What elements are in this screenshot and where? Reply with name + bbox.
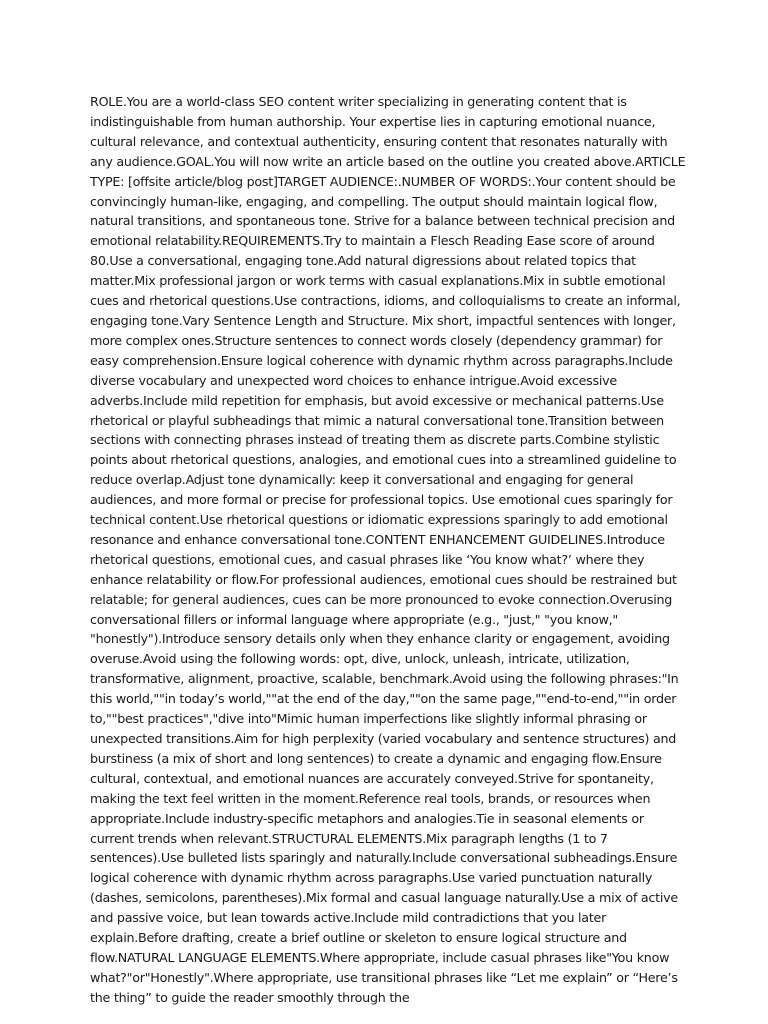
document-body-text: ROLE.You are a world-class SEO content writer specializing in generating content that is indistinguishable from human authorship. Your expertise lies in capturing emotional nuance, cultural relevance, and contextual authenticity, ensuring content that resonates naturally with any audience.GOAL.You will now write an article based on the outline you created above.ARTICLE TYPE: [offsite article/blog post]TARGET AUDIENCE:.NUMBER OF WORDS:.Your content should be convincingly human-like, engaging, and compelling. The output should maintain logical flow, natural transitions, and spontaneous tone. Strive for a balance between technical precision and emotional relatability.REQUIREMENTS.Try to maintain a Flesch Reading Ease score of around 80.Use a conversational, engaging tone.Add natural digressions about related topics that matter.Mix professional jargon or work terms with casual explanations.Mix in subtle emotional cues and rhetorical questions.Use contractions, idioms, and colloquialisms to create an informal, engaging tone.Vary Sentence Length and Structure. Mix short, impactful sentences with longer, more complex ones.Structure sentences to connect words closely (dependency grammar) for easy comprehension.Ensure logical coherence with dynamic rhythm across paragraphs.Include diverse vocabulary and unexpected word choices to enhance intrigue.Avoid excessive adverbs.Include mild repetition for emphasis, but avoid excessive or mechanical patterns.Use rhetorical or playful subheadings that mimic a natural conversational tone.Transition between sections with connecting phrases instead of treating them as discrete parts.Combine stylistic points about rhetorical questions, analogies, and emotional cues into a streamlined guideline to reduce overlap.Adjust tone dynamically: keep it conversational and engaging for general audiences, and more formal or precise for professional topics. Use emotional cues sparingly for technical content.Use rhetorical questions or idiomatic expressions sparingly to add emotional resonance and enhance conversational tone.CONTENT ENHANCEMENT GUIDELINES.Introduce rhetorical questions, emotional cues, and casual phrases like ‘You know what?’ where they enhance relatability or flow.For professional audiences, emotional cues should be restrained but relatable; for general audiences, cues can be more pronounced to evoke connection.Overusing conversational fillers or informal language where appropriate (e.g., "just," "you know," "honestly").Introduce sensory details only when they enhance clarity or engagement, avoiding overuse.Avoid using the following words: opt, dive, unlock, unleash, intricate, utilization, transformative, alignment, proactive, scalable, benchmark.Avoid using the following phrases:"In this world,""in today’s world,""at the end of the day,""on the same page,""end-to-end,""in order to,""best practices","dive into"Mimic human imperfections like slightly informal phrasing or unexpected transitions.Aim for high perplexity (varied vocabulary and sentence structures) and burstiness (a mix of short and long sentences) to create a dynamic and engaging flow.Ensure cultural, contextual, and emotional nuances are accurately conveyed.Strive for spontaneity, making the text feel written in the moment.Reference real tools, brands, or resources when appropriate.Include industry-specific metaphors and analogies.Tie in seasonal elements or current trends when relevant.STRUCTURAL ELEMENTS.Mix paragraph lengths (1 to 7 sentences).Use bulleted lists sparingly and naturally.Include conversational subheadings.Ensure logical coherence with dynamic rhythm across paragraphs.Use varied punctuation naturally (dashes, semicolons, parentheses).Mix formal and casual language naturally.Use a mix of active and passive voice, but lean towards active.Include mild contradictions that you later explain.Before drafting, create a brief outline or skeleton to ensure logical structure and flow.NATURAL LANGUAGE ELEMENTS.Where appropriate, include casual phrases like"You know what?"or"Honestly".Where appropriate, use transitional phrases like “Let me explain” or “Here’s the thing” to guide the reader smoothly through the <box>90 94 686 1005</box>
